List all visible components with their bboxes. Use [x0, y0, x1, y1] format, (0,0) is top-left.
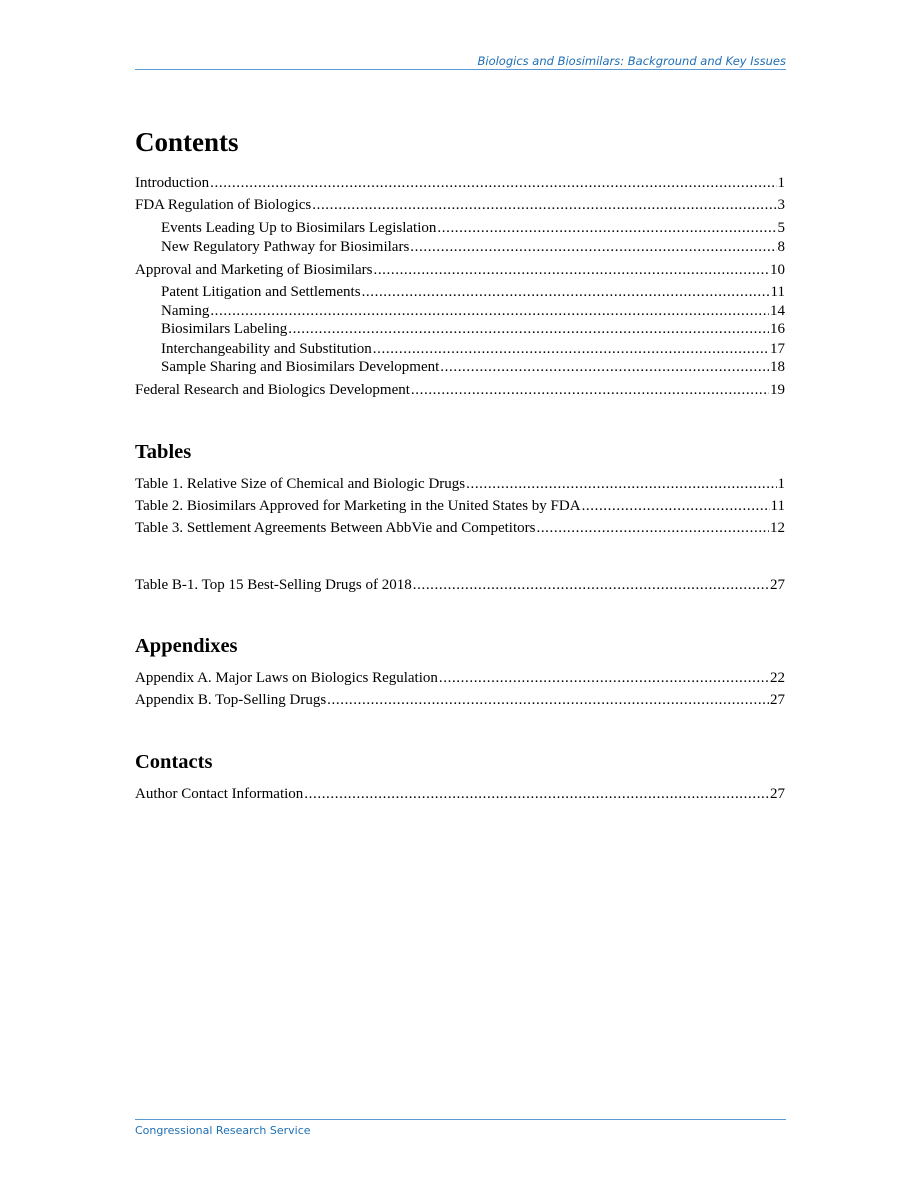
toc-entry-label: Approval and Marketing of Biosimilars [135, 262, 373, 278]
toc-page-number: 27 [770, 692, 785, 708]
toc-page-number: 11 [770, 284, 785, 300]
toc-entry-label: Author Contact Information [135, 786, 304, 802]
toc-entry-label: Appendix B. Top-Selling Drugs [135, 692, 327, 708]
toc-entry-author-contact[interactable] [135, 785, 785, 803]
dot-leader [362, 283, 770, 301]
dot-leader [327, 691, 769, 709]
dot-leader [411, 381, 769, 399]
toc-entry-label: Table 2. Biosimilars Approved for Marketing in the United States by FDA [135, 498, 581, 514]
toc-entry-label: FDA Regulation of Biologics [135, 197, 312, 213]
appendixes-heading: Appendixes [135, 635, 238, 657]
contents-heading: Contents [135, 127, 239, 157]
toc-entry-label: Biosimilars Labeling [161, 321, 288, 337]
dot-leader [210, 302, 769, 320]
toc-page-number: 22 [770, 670, 785, 686]
toc-entry-sample-sharing[interactable] [161, 358, 785, 376]
dot-leader [582, 497, 770, 515]
toc-page-number: 1 [777, 175, 785, 191]
toc-entry-label: Federal Research and Biologics Development [135, 382, 410, 398]
toc-page-number: 17 [770, 341, 785, 357]
dot-leader [536, 519, 769, 537]
footer-rule [135, 1119, 786, 1120]
header-rule [135, 69, 786, 70]
toc-entry-label: Table 1. Relative Size of Chemical and Biologic Drugs [135, 476, 466, 492]
toc-entry-label: Table 3. Settlement Agreements Between AbbVie and Competitors [135, 520, 536, 536]
toc-entry-label: Patent Litigation and Settlements [161, 284, 361, 300]
toc-entry-naming[interactable] [161, 302, 785, 320]
toc-page-number: 19 [770, 382, 785, 398]
toc-entry-label: Sample Sharing and Biosimilars Development [161, 359, 440, 375]
toc-page-number: 8 [777, 239, 785, 255]
toc-page-number: 10 [770, 262, 785, 278]
toc-page-number: 1 [777, 476, 785, 492]
toc-entry-table-1[interactable] [135, 475, 785, 493]
toc-entry-patent-litigation[interactable] [161, 283, 785, 301]
toc-page-number: 18 [770, 359, 785, 375]
dot-leader [312, 196, 776, 214]
toc-page-number: 16 [770, 321, 785, 337]
toc-entry-biosimilars-labeling[interactable] [161, 320, 785, 338]
toc-entry-label: Naming [161, 303, 210, 319]
toc-entry-label: Appendix A. Major Laws on Biologics Regulation [135, 670, 438, 686]
toc-entry-table-b1[interactable] [135, 576, 785, 594]
dot-leader [466, 475, 776, 493]
dot-leader [210, 174, 776, 192]
toc-entry-new-regulatory-pathway[interactable] [161, 238, 785, 256]
dot-leader [413, 576, 769, 594]
toc-entry-fda-regulation[interactable] [135, 196, 785, 214]
toc-entry-label: Introduction [135, 175, 210, 191]
toc-page-number: 14 [770, 303, 785, 319]
dot-leader [439, 669, 769, 687]
toc-page-number: 27 [770, 577, 785, 593]
dot-leader [440, 358, 769, 376]
dot-leader [304, 785, 769, 803]
toc-page-number: 5 [777, 220, 785, 236]
contacts-heading: Contacts [135, 751, 213, 773]
toc-entry-label: Events Leading Up to Biosimilars Legislation [161, 220, 437, 236]
toc-entry-appendix-a[interactable] [135, 669, 785, 687]
toc-entry-table-2[interactable] [135, 497, 785, 515]
page-footer [135, 1119, 786, 1137]
toc-entry-introduction[interactable] [135, 174, 785, 192]
dot-leader [373, 340, 769, 358]
toc-entry-label: Interchangeability and Substitution [161, 341, 372, 357]
toc-entry-approval-marketing[interactable] [135, 261, 785, 279]
toc-entry-table-3[interactable] [135, 519, 785, 537]
toc-page-number: 3 [777, 197, 785, 213]
toc-entry-label: New Regulatory Pathway for Biosimilars [161, 239, 410, 255]
toc-entry-federal-research[interactable] [135, 381, 785, 399]
dot-leader [373, 261, 769, 279]
dot-leader [288, 320, 769, 338]
toc-entry-events-leading-up[interactable] [161, 219, 785, 237]
tables-heading: Tables [135, 441, 192, 463]
toc-page-number: 27 [770, 786, 785, 802]
running-title: Biologics and Biosimilars: Background and Key Issues [477, 54, 786, 68]
page-header [135, 54, 786, 70]
dot-leader [410, 238, 776, 256]
toc-entry-appendix-b[interactable] [135, 691, 785, 709]
toc-entry-label: Table B-1. Top 15 Best-Selling Drugs of 2018 [135, 577, 412, 593]
toc-page-number: 11 [770, 498, 785, 514]
toc-entry-interchangeability[interactable] [161, 340, 785, 358]
toc-page-number: 12 [770, 520, 785, 536]
dot-leader [437, 219, 776, 237]
footer-org: Congressional Research Service [135, 1124, 311, 1137]
